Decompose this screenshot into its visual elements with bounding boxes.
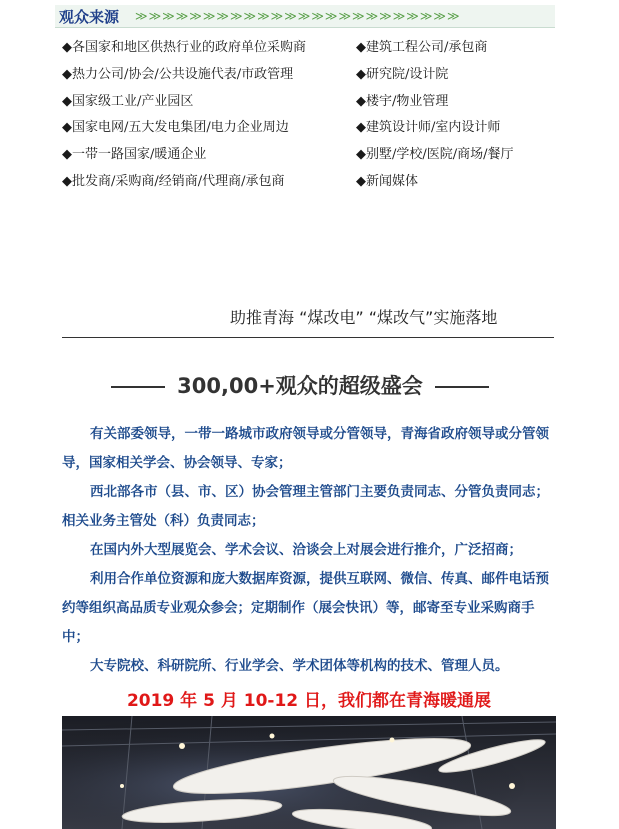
audience-item: ◆别墅/学校/医院/商场/餐厅 — [356, 147, 514, 163]
audience-list-right — [356, 38, 514, 199]
audience-item: ◆国家级工业/产业园区 — [62, 93, 194, 109]
paragraph: 大专院校、科研院所、行业学会、学术团体等机构的技术、管理人员。 — [90, 658, 509, 674]
audience-item: ◆建筑设计师/室内设计师 — [356, 120, 501, 136]
audience-item: ◆一带一路国家/暖通企业 — [62, 147, 207, 163]
audience-heading — [80, 370, 520, 400]
slogan: 助推青海 “煤改电” “煤改气”实施落地 — [230, 308, 498, 327]
body-paragraphs — [62, 420, 556, 681]
paragraph: 有关部委领导，一带一路城市政府领导或分管领导，青海省政府领导或分管领导，国家相关学会、协会领导、专家； — [62, 426, 549, 471]
audience-item: ◆批发商/采购商/经销商/代理商/承包商 — [62, 173, 285, 189]
divider — [62, 337, 554, 338]
audience-item: ◆新闻媒体 — [356, 173, 418, 189]
audience-item: ◆建筑工程公司/承包商 — [356, 40, 488, 55]
paragraph: 在国内外大型展览会、学术会议、洽谈会上对展会进行推介，广泛招商； — [90, 542, 522, 558]
audience-item: ◆研究院/设计院 — [356, 66, 449, 82]
chevron-decoration: ≫≫≫≫≫≫≫≫≫≫≫≫≫≫≫≫≫≫≫≫≫≫≫≫ — [135, 9, 461, 23]
heading-dash-left — [111, 386, 165, 388]
audience-item: ◆热力公司/协会/公共设施代表/市政管理 — [62, 66, 294, 82]
audience-list-left — [62, 38, 306, 199]
section-title: 观众来源 — [59, 8, 120, 26]
paragraph: 利用合作单位资源和庞大数据库资源，提供互联网、微信、传真、邮件电话预约等组织高品质专业观众参会；定期制作（展会快讯）等，邮寄至专业采购商手中； — [62, 571, 549, 645]
audience-item: ◆各国家和地区供热行业的政府单位采购商 — [62, 40, 306, 55]
audience-item: ◆国家电网/五大发电集团/电力企业周边 — [62, 120, 289, 136]
venue-photo — [62, 716, 556, 829]
heading-dash-right — [435, 386, 489, 388]
section-header — [55, 5, 555, 28]
event-date: 2019 年 5 月 10-12 日，我们都在青海暖通展 — [126, 691, 492, 711]
paragraph: 西北部各市（县、市、区）协会管理主管部门主要负责同志、分管负责同志；相关业务主管处（科）负责同志； — [62, 484, 549, 529]
audience-item: ◆楼宇/物业管理 — [356, 93, 449, 109]
heading-text: 300,00+观众的超级盛会 — [177, 374, 423, 398]
